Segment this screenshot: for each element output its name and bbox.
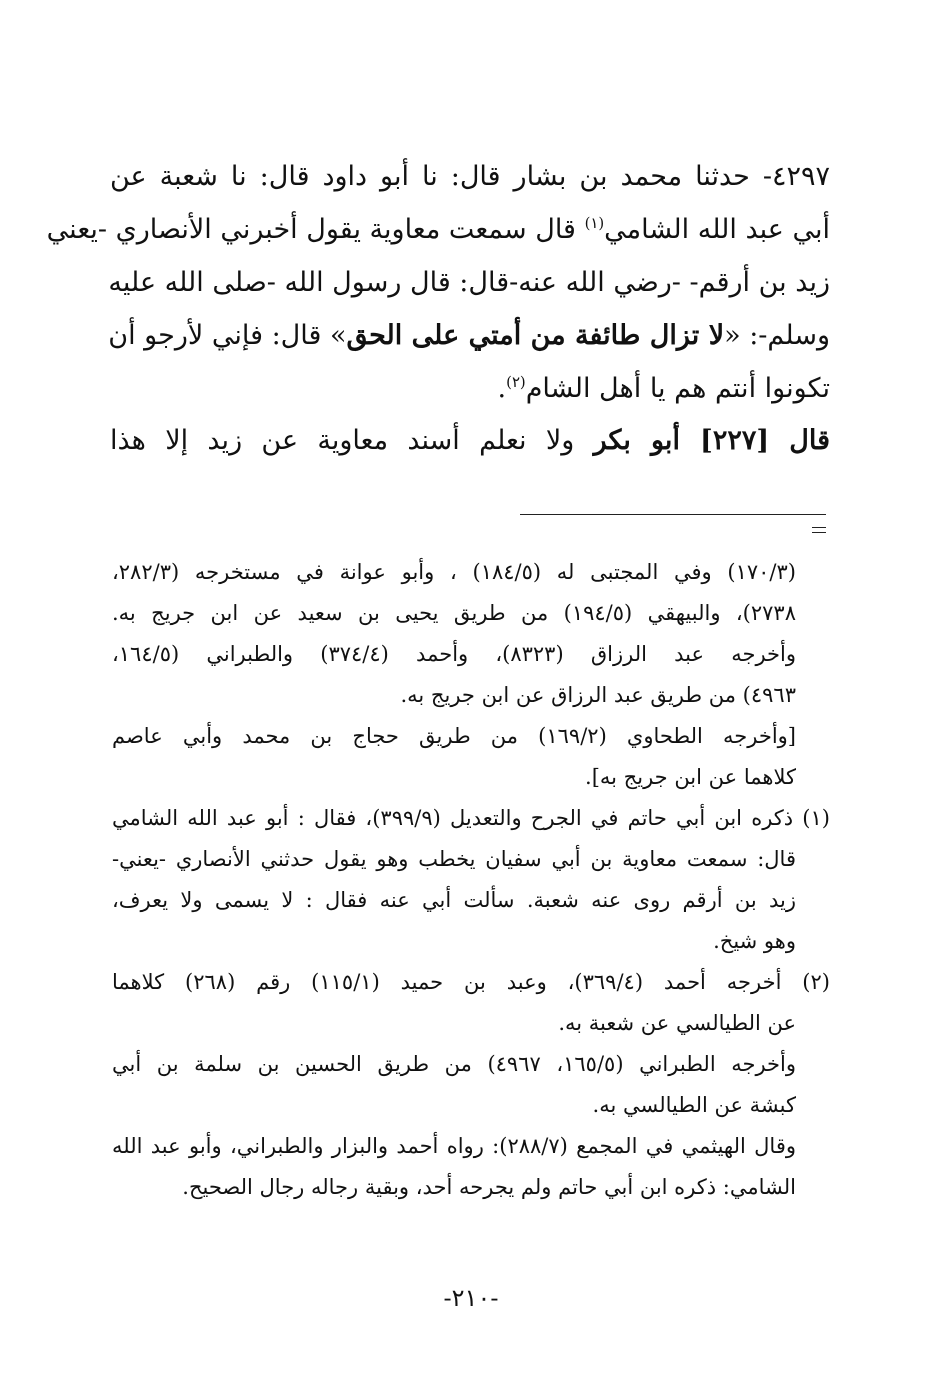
footnote-line: كلاهما عن ابن جريج به]. <box>585 765 796 789</box>
footnote-2-line: كبشة عن الطيالسي به. <box>592 1093 796 1117</box>
hadith-line: تكونوا أنتم هم يا أهل الشام$^{(٢)}$. <box>497 373 830 404</box>
footnote-1-line: وهو شيخ. <box>713 929 796 953</box>
page-number: -٢١٠- <box>443 1284 499 1312</box>
continuation-mark <box>812 532 826 533</box>
footnote-line: ٤٩٦٣) من طريق عبد الرزاق عن ابن جريج به. <box>400 683 796 707</box>
hadith-line: وسلم-: «لا تزال طائفة من أمتي على الحق» قال: فإني لأرجو أن <box>108 320 830 351</box>
narrator-name: أبي عبد الله الشامي <box>604 214 830 245</box>
footnote-1-line: قال: سمعت معاوية بن أبي سفيان يخطب وهو يقول حدثني الأنصاري -يعني- <box>112 847 796 871</box>
footnote-line: ٢٧٣٨)، والبيهقي (١٩٤/٥) من طريق يحيى بن سعيد عن ابن جريج به. <box>112 601 796 625</box>
footnote-2-line: الشامي: ذكره ابن أبي حاتم ولم يجرحه أحد، وبقية رجاله رجال الصحيح. <box>182 1175 796 1199</box>
footnote-line: [وأخرجه الطحاوي (١٦٩/٢) من طريق حجاج بن محمد وأبي عاصم <box>112 724 796 748</box>
footnote-line: وأخرجه عبد الرزاق (٨٣٢٣)، وأحمد (٣٧٤/٤) والطبراني (١٦٤/٥، <box>112 642 796 666</box>
author-statement <box>110 414 830 467</box>
hadith-text <box>46 150 830 415</box>
hadith-line: ٤٢٩٧- حدثنا محمد بن بشار قال: نا أبو داود قال: نا شعبة عن <box>110 161 830 192</box>
continuation-mark <box>812 527 826 528</box>
footnote-1-line: (١) ذكره ابن أبي حاتم في الجرح والتعديل (٣٩٩/٩)، فقال : أبو عبد الله الشامي <box>112 806 830 830</box>
hadith-line: زيد بن أرقم- -رضي الله عنه-قال: قال رسول الله -صلى الله عليه <box>108 267 830 298</box>
footnote-2-line: (٢) أخرجه أحمد (٣٦٩/٤)، وعبد بن حميد (١١٥/١) رقم (٢٦٨) كلاهما <box>112 970 830 994</box>
footnote-2-line: وقال الهيثمي في المجمع (٢٨٨/٧): رواه أحمد والبزار والطبراني، وأبو عبد الله <box>112 1134 797 1158</box>
footnote-2-line: عن الطيالسي عن شعبة به. <box>558 1011 796 1035</box>
footnotes <box>112 552 830 1208</box>
footnote-ref-2[interactable]: (٢) <box>506 373 526 391</box>
statement-line: قال [٢٢٧] أبو بكر ولا نعلم أسند معاوية عن زيد إلا هذا <box>110 425 830 456</box>
hadith-matn: لا تزال طائفة من أمتي على الحق <box>346 320 725 351</box>
footnote-2-line: وأخرجه الطبراني (١٦٥/٥، ٤٩٦٧) من طريق الحسين بن سلمة بن أبي <box>112 1052 796 1076</box>
hadith-line: أبي عبد الله الشامي$^{(١)}$ قال سمعت معاوية يقول أخبرني الأنصاري -يعني <box>46 214 830 245</box>
footnote-separator <box>520 514 826 515</box>
footnote-1-line: زيد بن أرقم روى عنه شعبة. سألت أبي عنه فقال : لا يسمى ولا يعرف، <box>112 888 796 912</box>
footnote-ref-1[interactable]: (١) <box>584 214 605 232</box>
footnote-line: (١٧٠/٣) وفي المجتبى له (١٨٤/٥) ، وأبو عوانة في مستخرجه (٢٨٢/٣، <box>112 560 796 584</box>
author-label: قال [٢٢٧] أبو بكر <box>593 425 830 456</box>
